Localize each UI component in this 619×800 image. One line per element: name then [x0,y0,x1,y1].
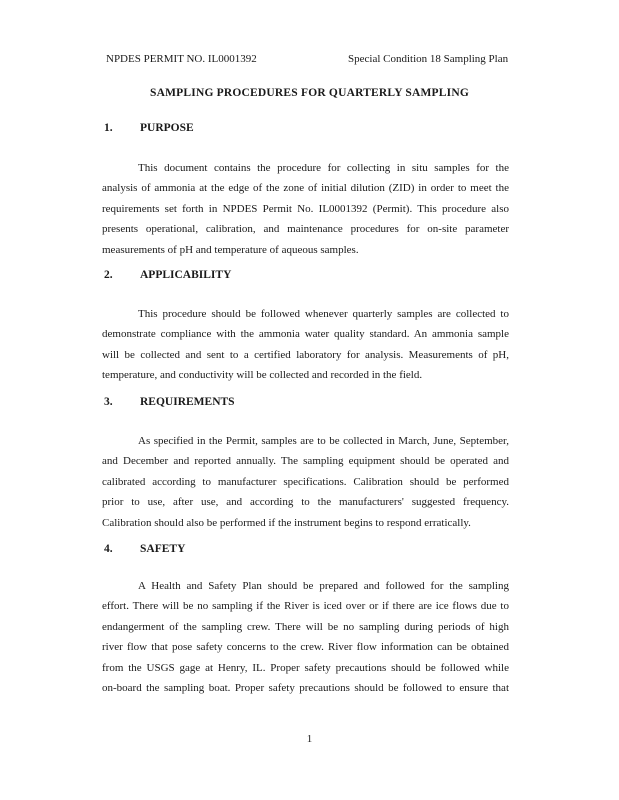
paragraph-line: on-board the sampling boat. Proper safety precautions should be followed to ensure that [102,682,509,695]
header-permit-number: NPDES PERMIT NO. IL0001392 [106,53,257,65]
section-4-paragraph [102,576,509,698]
section-4-number: 4. [104,543,113,555]
paragraph-line: effort. There will be no sampling if the River is iced over or if there are ice flows due to [102,600,509,613]
section-1-heading: PURPOSE [140,122,194,134]
page-number: 1 [306,733,313,745]
section-3-paragraph [102,431,509,533]
section-1-paragraph [102,158,509,260]
paragraph-line: analysis of ammonia at the edge of the zone of initial dilution (ZID) in order to meet the [102,182,509,195]
paragraph-line: will be collected and sent to a certified laboratory for analysis. Measurements of pH, [102,348,509,361]
paragraph-line: measurements of pH and temperature of aqueous samples. [102,243,359,256]
paragraph-line: This document contains the procedure for collecting in situ samples for the [138,162,509,174]
paragraph-line: Calibration should also be performed if the instrument begins to respond erratically. [102,516,471,529]
paragraph-line: endangerment of the sampling crew. There will be no sampling during periods of high [102,620,509,633]
paragraph-line: demonstrate compliance with the ammonia water quality standard. An ammonia sample [102,328,509,341]
paragraph-line: requirements set forth in NPDES Permit No. IL0001392 (Permit). This procedure also [102,202,509,215]
section-3-heading: REQUIREMENTS [140,396,235,408]
section-3-number: 3. [104,396,113,408]
paragraph-line: and December and reported annually. The sampling equipment should be operated and [102,455,509,468]
section-4-heading: SAFETY [140,543,186,555]
section-2-paragraph [102,304,509,386]
header-condition: Special Condition 18 Sampling Plan [348,53,509,65]
paragraph-line: river flow that pose safety concerns to the crew. River flow information can be obtained [102,641,509,654]
section-2-number: 2. [104,269,113,281]
paragraph-line: A Health and Safety Plan should be prepared and followed for the sampling [138,580,509,592]
paragraph-line: from the USGS gage at Henry, IL. Proper safety precautions should be followed while [102,661,509,674]
paragraph-line: prior to use, after use, and according to the manufacturers' suggested frequency. [102,496,509,509]
document-title: SAMPLING PROCEDURES FOR QUARTERLY SAMPLING [150,87,469,99]
section-2-heading: APPLICABILITY [140,269,232,281]
paragraph-line: presents operational, calibration, and maintenance procedures for on-site parameter [102,223,509,236]
paragraph-line: This procedure should be followed whenever quarterly samples are collected to [138,308,509,320]
paragraph-line: temperature, and conductivity will be collected and recorded in the field. [102,369,423,382]
paragraph-line: calibrated according to manufacturer specifications. Calibration should be performed [102,475,509,488]
section-1-number: 1. [104,122,113,134]
paragraph-line: As specified in the Permit, samples are to be collected in March, June, September, [138,435,509,447]
